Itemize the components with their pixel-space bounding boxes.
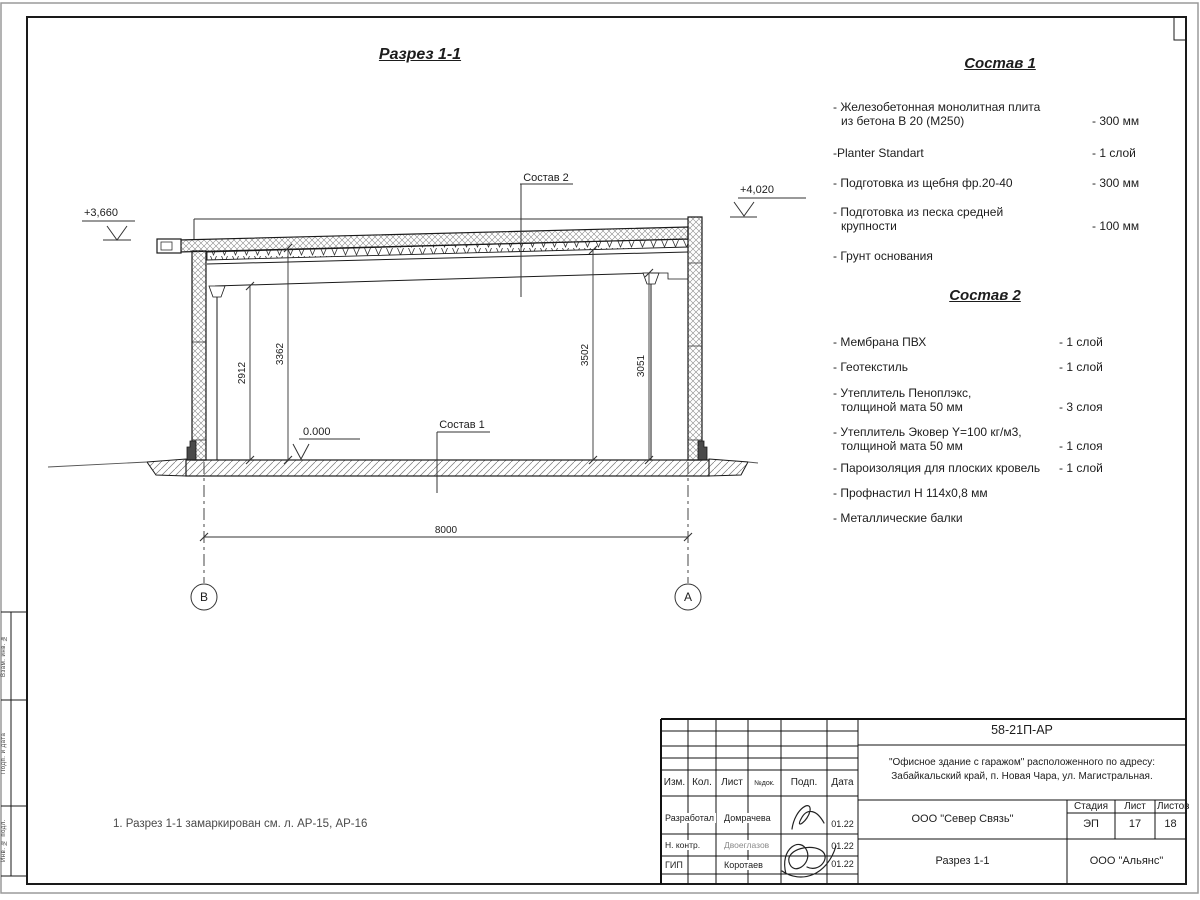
sheet-label: Лист — [1124, 801, 1146, 812]
col-kol: Кол. — [692, 777, 712, 788]
dim-3051: 3051 — [636, 354, 647, 378]
date-razrabotal: 01.22 — [831, 819, 854, 829]
composition-item — [833, 461, 1149, 475]
left-apron — [147, 459, 186, 476]
composition-item-line: толщиной мата 50 мм — [841, 400, 963, 414]
composition-item — [833, 146, 1182, 160]
composition-item — [833, 360, 1149, 374]
axis-bubbles — [191, 584, 701, 610]
roof — [157, 219, 688, 264]
drawing-note: 1. Разрез 1-1 замаркирован см. л. АР-15, АР-16 — [113, 818, 368, 830]
col-ndok: №док. — [754, 780, 775, 787]
composition-item-line: - Утеплитель Пеноплэкс, — [833, 386, 972, 400]
composition-item — [833, 176, 1182, 190]
right-base-flashing — [698, 441, 707, 460]
date-nkontr: 01.22 — [831, 841, 854, 851]
composition-item-line: - Утеплитель Эковер Y=100 кг/м3, — [833, 425, 1022, 439]
stamp-drawing-name: Разрез 1-1 — [935, 855, 990, 867]
composition-item-value: - 1 слой — [1059, 335, 1103, 349]
composition-item — [833, 486, 1149, 500]
composition-item-line: - Подготовка из песка средней — [833, 205, 1004, 219]
elevation-right-text: +4,020 — [740, 184, 774, 196]
composition-item-line: - Мембрана ПВХ — [833, 335, 927, 349]
role-gip: ГИП — [665, 860, 683, 870]
composition-item-line: -Planter Standart — [833, 146, 924, 160]
page-title: Разрез 1-1 — [378, 46, 462, 63]
composition-item-line: - Геотекстиль — [833, 360, 908, 374]
col-data: Дата — [831, 777, 854, 788]
col-podp: Подп. — [790, 777, 818, 788]
elevation-left-text: +3,660 — [84, 207, 118, 219]
composition-item-value: - 100 мм — [1092, 219, 1140, 233]
left-corbel — [209, 286, 225, 297]
right-wall — [688, 217, 702, 460]
company-name: ООО "Альянс" — [1089, 855, 1164, 867]
composition-item-value: - 1 слой — [1092, 146, 1136, 160]
axis-label-A: А — [683, 590, 693, 604]
floor-slab — [186, 460, 709, 476]
sheet-number: 17 — [1128, 818, 1142, 830]
composition-item-line: - Пароизоляция для плоских кровель — [833, 461, 1041, 475]
leader-sostav2-text: Состав 2 — [523, 172, 569, 184]
dim-3502: 3502 — [580, 343, 591, 367]
composition-item — [833, 205, 1182, 233]
role-razrabotal: Разработал — [665, 813, 714, 823]
composition-item-value: - 1 слой — [1059, 461, 1103, 475]
composition-item — [833, 100, 1182, 128]
col-izm: Изм. — [663, 777, 686, 788]
composition-item-value: - 1 слоя — [1059, 439, 1103, 453]
side-stamp-label-1: Взам. инв. № — [1, 634, 7, 678]
dim-3362: 3362 — [275, 342, 286, 366]
left-wall — [192, 251, 206, 460]
elevation-mark-left — [82, 221, 135, 240]
wall-panel-joints — [192, 263, 702, 440]
name-dvoeglazov: Двоеглазов — [724, 840, 770, 850]
side-stamp-label-2: Подп. и дата — [1, 732, 7, 774]
composition-item — [833, 425, 1149, 453]
composition-item-line: из бетона В 20 (М250) — [841, 114, 965, 128]
composition-item — [833, 511, 1149, 525]
stage-value: ЭП — [1083, 818, 1099, 830]
composition-item-line: - Железобетонная монолитная плита — [833, 100, 1041, 114]
role-nkontr: Н. контр. — [665, 840, 701, 850]
composition-item — [833, 335, 1149, 349]
composition-item-value: - 300 мм — [1092, 114, 1140, 128]
corner-filing-box — [1174, 17, 1186, 40]
composition-item-line: - Металлические балки — [833, 511, 963, 525]
composition1-title: Состав 1 — [964, 55, 1036, 72]
right-apron — [709, 459, 748, 476]
col-list: Лист — [721, 777, 743, 788]
dim-8000: 8000 — [434, 525, 458, 536]
composition-item-value: - 1 слой — [1059, 360, 1103, 374]
composition-item-line: - Грунт основания — [833, 249, 933, 263]
sheets-label: Листов — [1157, 801, 1190, 812]
left-base-flashing — [187, 441, 196, 460]
composition-item-value: - 3 слоя — [1059, 400, 1103, 414]
name-domracheva: Домрачева — [724, 813, 771, 823]
date-gip: 01.22 — [831, 859, 854, 869]
composition-item-line: крупности — [841, 219, 897, 233]
floor — [48, 459, 758, 476]
composition-item — [833, 386, 1149, 414]
elevation-floor-text: 0.000 — [303, 426, 331, 438]
elevation-mark-floor — [293, 439, 360, 459]
composition-item-line: - Профнастил Н 114х0,8 мм — [833, 486, 988, 500]
project-address-line1: "Офисное здание с гаражом" расположенного по адресу: — [888, 757, 1156, 768]
elevation-mark-right — [730, 198, 806, 217]
axis-label-B: В — [199, 590, 209, 604]
side-stamp-label-3: Инв. № подл. — [1, 819, 7, 863]
ceiling-line — [215, 273, 651, 286]
contractor-org: ООО "Север Связь" — [911, 813, 1014, 825]
name-korotaev: Коротаев — [724, 860, 763, 870]
composition2-title: Состав 2 — [949, 287, 1021, 304]
composition-item-line: толщиной мата 50 мм — [841, 439, 963, 453]
stage-label: Стадия — [1073, 801, 1109, 812]
doc-number: 58-21П-АР — [991, 723, 1053, 737]
axis-dashdot-lines — [204, 462, 688, 583]
right-corbel — [643, 273, 659, 284]
dim-2912: 2912 — [237, 361, 248, 385]
composition-item — [833, 249, 1182, 263]
sheets-total: 18 — [1164, 818, 1177, 830]
composition-item-line: - Подготовка из щебня фр.20-40 — [833, 176, 1013, 190]
composition-item-value: - 300 мм — [1092, 176, 1140, 190]
leader-sostav1-text: Состав 1 — [439, 419, 485, 431]
project-address-line2: Забайкальский край, п. Новая Чара, ул. Магистральная. — [891, 771, 1153, 782]
signature-razrabotal — [792, 806, 824, 829]
